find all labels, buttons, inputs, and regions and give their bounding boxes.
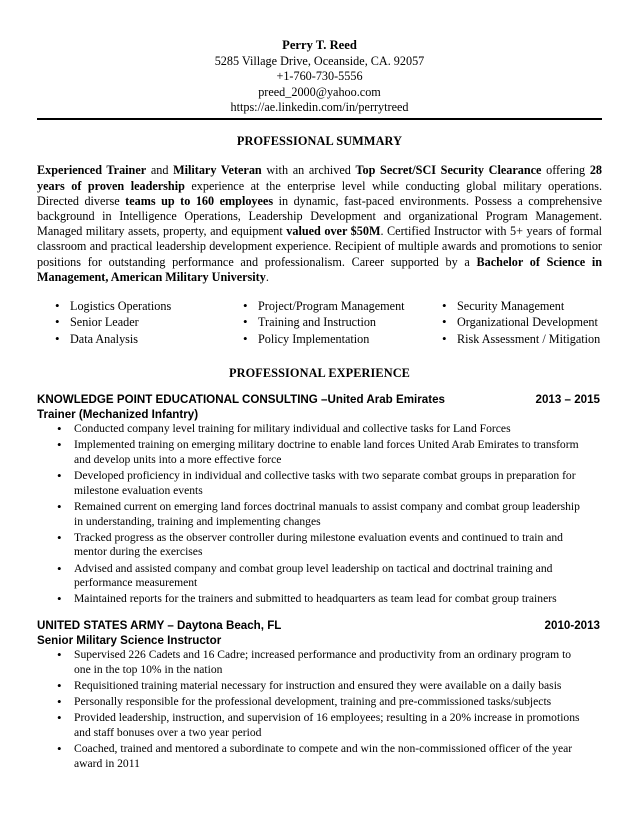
summary-segment: teams up to 160 employees [125, 193, 274, 208]
contact-header [37, 38, 602, 116]
company-name: KNOWLEDGE POINT EDUCATIONAL CONSULTING –United Arab Emirates [37, 393, 445, 407]
job-duties [37, 422, 602, 607]
skill-item: • Project/Program Management [225, 298, 424, 314]
linkedin-url: https://ae.linkedin.com/in/perrytreed [230, 100, 409, 115]
email: preed_2000@yahoo.com [258, 84, 381, 99]
duty-item: • Developed proficiency in individual and collective tasks with two separate combat groups in preparation for milestone evaluation events [37, 469, 602, 498]
duty-item: • Advised and assisted company and combat group level leadership on tactical and doctrinal training and performance measurement [37, 562, 602, 591]
skill-item: • Logistics Operations [37, 298, 225, 314]
skills-column-1 [37, 298, 225, 347]
candidate-name: Perry T. Reed [282, 38, 357, 52]
duty-item: • Conducted company level training for military individual and collective tasks for Land Forces [37, 422, 602, 437]
core-skills [37, 298, 602, 347]
summary-segment: in dynamic, fast-paced environments. Possess a comprehensive background in Intelligence Operations, Leadership Development and organizational Program Management. Managed military assets, property, and equipment [37, 193, 602, 239]
skill-item: • Senior Leader [37, 314, 225, 330]
job-entry-us-army [37, 618, 602, 771]
summary-heading: PROFESSIONAL SUMMARY [236, 133, 403, 148]
job-header [37, 392, 602, 407]
address: 5285 Village Drive, Oceanside, CA. 92057 [214, 53, 425, 68]
job-header [37, 618, 602, 633]
duty-item: • Supervised 226 Cadets and 16 Cadre; increased performance and productivity from an ordinary program to one in the top 10% in the nation [37, 648, 602, 677]
summary-segment: Military Veteran [173, 163, 262, 178]
summary-segment: . [265, 269, 269, 284]
duty-item: • Requisitioned training material necessary for instruction and ensured they were available on a daily basis [37, 679, 602, 694]
duty-item: • Personally responsible for the professional development, training and pre-commissioned tasks/subjects [37, 695, 602, 710]
skill-item: • Security Management [424, 298, 602, 314]
summary-segment: offering [541, 163, 590, 178]
phone: +1-760-730-5556 [276, 69, 363, 84]
experience-heading: PROFESSIONAL EXPERIENCE [229, 365, 410, 380]
duty-item: • Maintained reports for the trainers and submitted to headquarters as team lead for combat group trainers [37, 592, 602, 607]
skills-column-3 [424, 298, 602, 347]
summary-segment: Top Secret/SCI Security Clearance [355, 163, 542, 178]
duty-item: • Provided leadership, instruction, and supervision of 16 employees; resulting in a 20% increase in promotions and staff bonuses over a two year period [37, 711, 602, 740]
summary-segment: 28 years of proven leadership [37, 163, 603, 193]
job-dates: 2013 – 2015 [535, 393, 600, 407]
skill-item: • Policy Implementation [225, 331, 424, 347]
job-entry-knowledge-point [37, 392, 602, 607]
summary-segment: . Certified Instructor with 5+ years of formal classroom and practical leadership development experience. Recipient of multiple awards and promotions to senior positions for outstanding performance and professionalism. Career supported by a [37, 224, 602, 269]
header-divider [37, 118, 602, 120]
job-duties [37, 648, 602, 771]
company-name: UNITED STATES ARMY – Daytona Beach, FL [37, 618, 282, 632]
summary-segment: with an archived [261, 163, 356, 178]
summary-segment: valued over $50M [286, 224, 381, 239]
duty-item: • Coached, trained and mentored a subordinate to compete and win the non-commissioned officer of the year award in 2011 [37, 742, 602, 771]
summary-segment: experience at the enterprise level while conducting global military operations. Directed diverse [37, 178, 602, 208]
duty-item: • Implemented training on emerging military doctrine to enable land forces United Arab Emirates to transform and develop units into a more effective force [37, 438, 602, 467]
skills-column-2 [225, 298, 424, 347]
summary-segment: Bachelor of Science in Management, American Military University [37, 254, 603, 284]
summary-paragraph [37, 163, 602, 285]
summary-segment: Experienced Trainer [37, 163, 147, 178]
job-title: Trainer (Mechanized Infantry) [37, 408, 199, 422]
job-title: Senior Military Science Instructor [37, 633, 222, 647]
duty-item: • Tracked progress as the observer controller during milestone evaluation events and continued to train and mentor during the exercises [37, 531, 602, 560]
skill-item: • Organizational Development [424, 314, 602, 330]
skill-item: • Risk Assessment / Mitigation [424, 331, 602, 347]
duty-item: • Remained current on emerging land forces doctrinal manuals to assist company and combat group leadership in understanding, training and implementing changes [37, 500, 602, 529]
summary-segment: and [146, 163, 174, 178]
job-dates: 2010-2013 [544, 618, 600, 632]
skill-item: • Training and Instruction [225, 314, 424, 330]
skill-item: • Data Analysis [37, 331, 225, 347]
